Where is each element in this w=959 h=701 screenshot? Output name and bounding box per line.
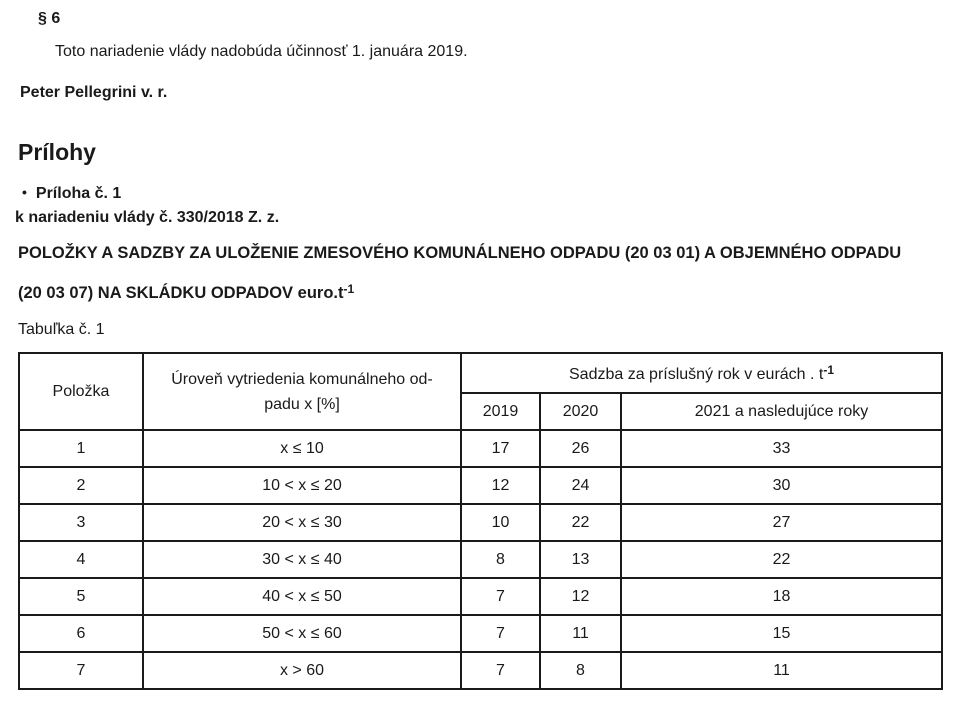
cell-item: 3	[19, 504, 143, 541]
cell-item: 5	[19, 578, 143, 615]
bullet-icon: •	[22, 184, 27, 200]
annex-title-superscript: -1	[343, 282, 355, 296]
header-year-2019: 2019	[461, 393, 540, 430]
cell-2020: 26	[540, 430, 621, 467]
cell-2019: 7	[461, 652, 540, 689]
cell-2021: 18	[621, 578, 942, 615]
cell-item: 2	[19, 467, 143, 504]
table-header-row-1	[19, 353, 942, 393]
table-row	[19, 652, 942, 689]
annex-title-line1: POLOŽKY A SADZBY ZA ULOŽENIE ZMESOVÉHO KOMUNÁLNEHO ODPADU (20 03 01) A OBJEMNÉHO ODPADU	[18, 244, 902, 262]
cell-2021: 11	[621, 652, 942, 689]
cell-item: 4	[19, 541, 143, 578]
cell-item: 6	[19, 615, 143, 652]
cell-2020: 22	[540, 504, 621, 541]
cell-2020: 11	[540, 615, 621, 652]
header-level-line2: padu x [%]	[264, 395, 340, 413]
cell-item: 1	[19, 430, 143, 467]
annex-title-line2	[18, 282, 354, 303]
cell-2020: 8	[540, 652, 621, 689]
header-rate-superscript: -1	[823, 362, 835, 377]
cell-2019: 12	[461, 467, 540, 504]
table-caption: Tabuľka č. 1	[18, 321, 105, 338]
attachment-subtitle: k nariadeniu vlády č. 330/2018 Z. z.	[15, 209, 280, 226]
section-heading: § 6	[38, 10, 61, 27]
cell-level: 10 < x ≤ 20	[143, 467, 461, 504]
table-row	[19, 578, 942, 615]
header-year-2021: 2021 a nasledujúce roky	[621, 393, 942, 430]
header-rate	[461, 353, 942, 393]
table-row	[19, 504, 942, 541]
header-year-2020: 2020	[540, 393, 621, 430]
cell-2021: 27	[621, 504, 942, 541]
annex-title-line2-text: (20 03 07) NA SKLÁDKU ODPADOV euro.t	[18, 284, 344, 302]
cell-2020: 24	[540, 467, 621, 504]
header-level-line1: Úroveň vytriedenia komunálneho od-	[171, 370, 433, 388]
cell-2019: 7	[461, 578, 540, 615]
cell-2021: 30	[621, 467, 942, 504]
cell-level: x > 60	[143, 652, 461, 689]
cell-2019: 7	[461, 615, 540, 652]
cell-2020: 13	[540, 541, 621, 578]
cell-level: 20 < x ≤ 30	[143, 504, 461, 541]
table-row	[19, 541, 942, 578]
signature: Peter Pellegrini v. r.	[20, 84, 168, 101]
rates-table	[18, 352, 943, 690]
header-level	[143, 353, 461, 430]
cell-2021: 15	[621, 615, 942, 652]
cell-level: 50 < x ≤ 60	[143, 615, 461, 652]
table-row	[19, 615, 942, 652]
cell-2019: 8	[461, 541, 540, 578]
header-item: Položka	[19, 353, 143, 430]
cell-2021: 33	[621, 430, 942, 467]
cell-2020: 12	[540, 578, 621, 615]
cell-level: x ≤ 10	[143, 430, 461, 467]
attachment-list-item	[22, 184, 121, 203]
table-row	[19, 430, 942, 467]
table-row	[19, 467, 942, 504]
attachment-title: Príloha č. 1	[35, 185, 122, 202]
attachments-heading: Prílohy	[18, 139, 96, 165]
cell-2019: 17	[461, 430, 540, 467]
cell-level: 30 < x ≤ 40	[143, 541, 461, 578]
cell-2021: 22	[621, 541, 942, 578]
effective-date-paragraph: Toto nariadenie vlády nadobúda účinnosť 1. januára 2019.	[55, 43, 468, 60]
cell-level: 40 < x ≤ 50	[143, 578, 461, 615]
cell-item: 7	[19, 652, 143, 689]
cell-2019: 10	[461, 504, 540, 541]
header-rate-text: Sadzba za príslušný rok v eurách . t	[569, 365, 824, 383]
